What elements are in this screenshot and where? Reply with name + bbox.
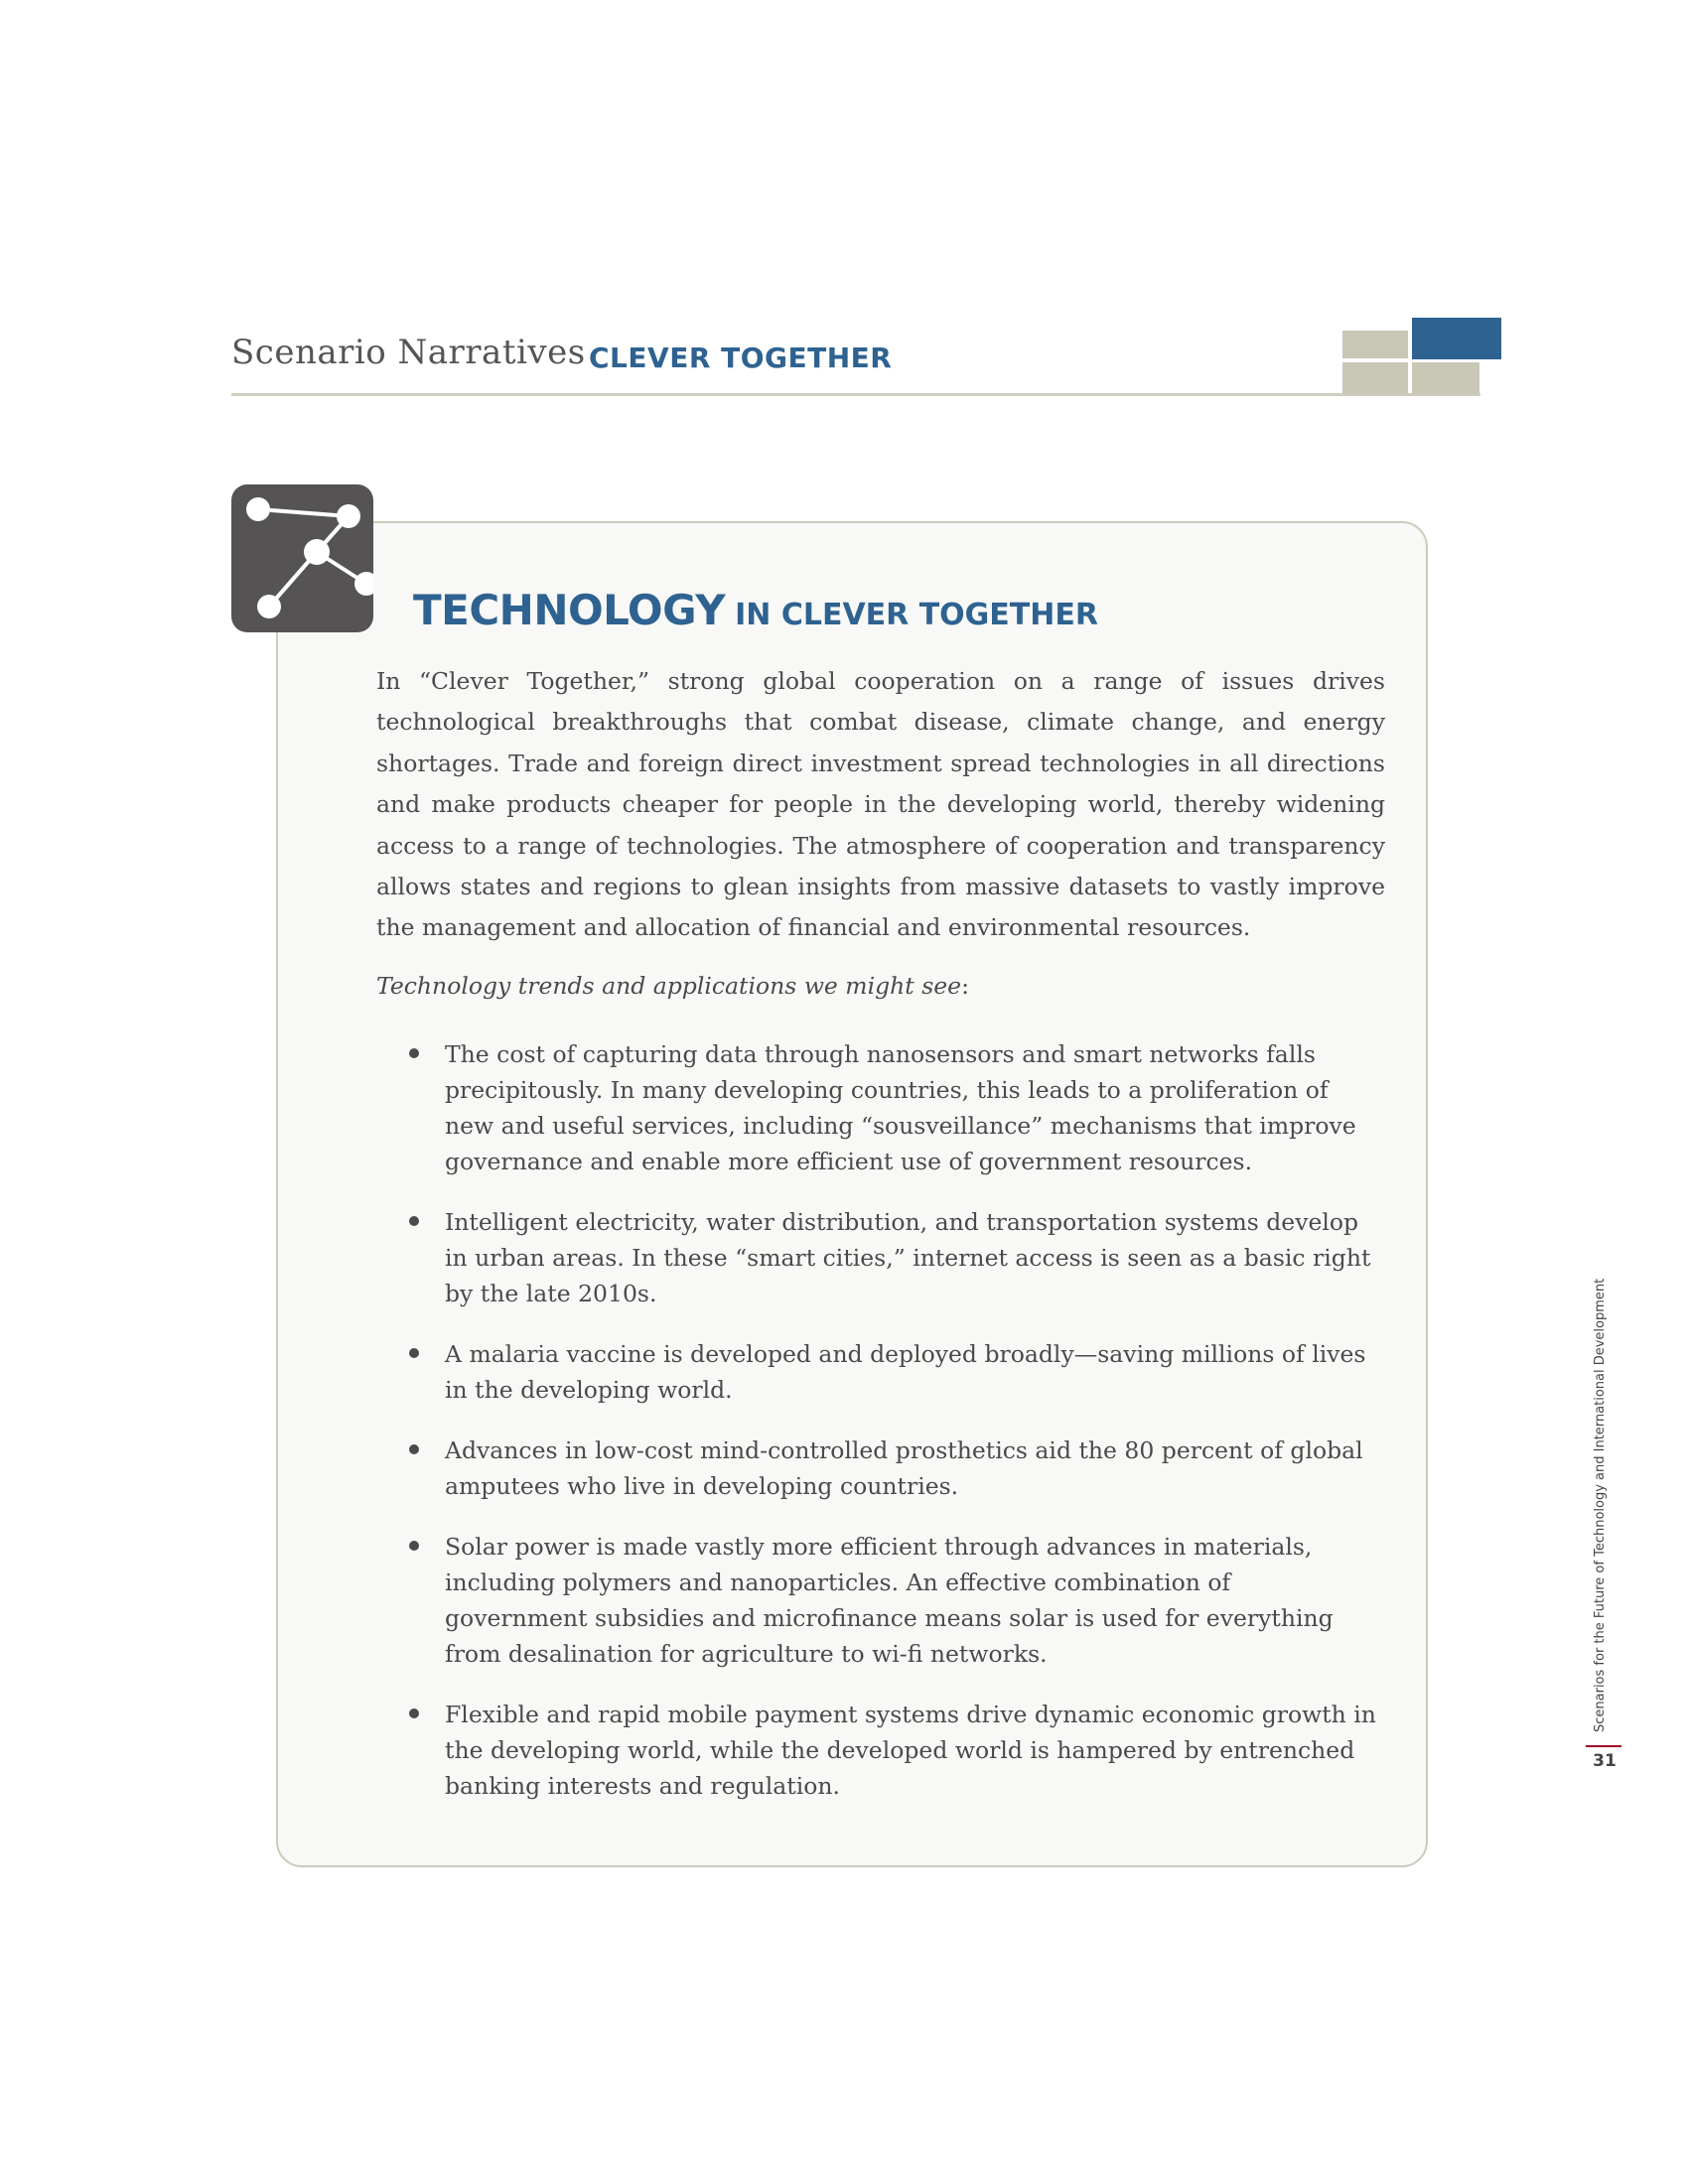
bullet-icon (409, 1444, 419, 1454)
side-running-title: Scenarios for the Future of Technology and International Development (1593, 1278, 1608, 1732)
list-item-text: The cost of capturing data through nanosensors and smart networks falls precipitously. In many developing countries, this leads to a proliferation of new and useful services, including “sousveillance” mechanisms that improve governance and enable more efficient use of government resources. (445, 1040, 1356, 1175)
list-item-text: Intelligent electricity, water distribution, and transportation systems develop in urban areas. In these “smart cities,” internet access is seen as a basic right by the late 2010s. (445, 1208, 1371, 1307)
section-heading-rest: IN CLEVER TOGETHER (735, 598, 1098, 632)
bullet-icon (409, 1541, 419, 1551)
trends-label-colon: : (961, 972, 969, 1000)
list-item-text: Flexible and rapid mobile payment systems drive dynamic economic growth in the developing world, while the developed world is hampered by entrenched banking interests and regulation. (445, 1701, 1376, 1800)
trends-label-text: Technology trends and applications we might see (376, 972, 962, 1000)
header-block (1342, 362, 1408, 394)
page-number: 31 (1593, 1751, 1617, 1771)
bullet-icon (409, 1216, 419, 1226)
header-divider (231, 393, 1480, 396)
bullet-icon (409, 1348, 419, 1358)
header-block (1412, 362, 1479, 394)
header-block-accent (1412, 318, 1501, 359)
bullet-icon (409, 1708, 419, 1718)
list-item (376, 1433, 1378, 1504)
list-item-text: Solar power is made vastly more efficient through advances in materials, including polymers and nanoparticles. An effective combination of government subsidies and microfinance means solar is used for everything from desalination for agriculture to wi-fi networks. (445, 1533, 1334, 1668)
list-item (376, 1697, 1378, 1804)
network-nodes-icon (231, 484, 373, 632)
list-item (376, 1036, 1378, 1179)
header-subtitle: CLEVER TOGETHER (589, 341, 893, 374)
bullet-icon (409, 1048, 419, 1058)
header-block (1342, 331, 1408, 358)
list-item (376, 1204, 1378, 1311)
trends-list (376, 1036, 1389, 1829)
list-item-text: Advances in low-cost mind-controlled prosthetics aid the 80 percent of global amputees who live in developing countries. (445, 1436, 1363, 1500)
list-item-text: A malaria vaccine is developed and deployed broadly—saving millions of lives in the developing world. (445, 1340, 1366, 1404)
intro-paragraph: In “Clever Together,” strong global cooperation on a range of issues drives technological breakthroughs that combat disease, climate change, and energy shortages. Trade and foreign direct investment spread technologies in all directions and make products cheaper for people in the developing world, thereby widening access to a range of technologies. The atmosphere of cooperation and transparency allows states and regions to glean insights from massive datasets to vastly improve the management and allocation of financial and environmental resources. (376, 667, 1385, 942)
trends-label (376, 972, 969, 1000)
list-item (376, 1336, 1378, 1408)
section-heading-main: TECHNOLOGY (413, 586, 726, 634)
list-item (376, 1529, 1378, 1672)
header-title: Scenario Narratives (231, 333, 586, 372)
section-heading (413, 586, 1098, 634)
page-number-rule (1586, 1745, 1621, 1747)
